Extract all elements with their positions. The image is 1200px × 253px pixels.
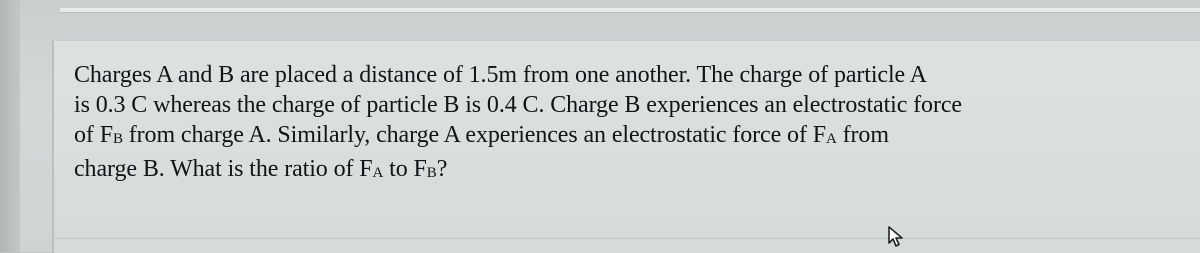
ratio-force-b-subscript: B: [426, 165, 437, 181]
question-line-4-part-b: to F: [383, 156, 427, 182]
question-text: [74, 60, 1124, 188]
question-line-3-part-a: of F: [74, 122, 113, 148]
force-b-subscript: B: [112, 131, 123, 147]
question-line-3-part-b: from charge A. Similarly, charge A experiences an electrostatic force of F: [122, 122, 826, 148]
question-line-3-part-c: from: [836, 122, 889, 148]
force-a-subscript: A: [826, 131, 837, 147]
question-line-2: is 0.3 C whereas the charge of particle B is 0.4 C. Charge B experiences an electrostatic force: [74, 92, 962, 118]
pointer-cursor-icon: [885, 224, 911, 250]
ratio-force-a-subscript: A: [372, 165, 384, 181]
question-line-4-part-a: charge B. What is the ratio of F: [74, 156, 373, 182]
question-line-1: Charges A and B are placed a distance of 1.5m from one another. The charge of particle A: [74, 62, 927, 88]
question-line-4-part-c: ?: [436, 156, 448, 182]
bottom-divider: [52, 238, 1200, 239]
left-frame-edge: [0, 0, 20, 252]
question-line-3: [74, 120, 1124, 154]
top-divider: [60, 8, 1200, 13]
question-line-4: [74, 154, 1124, 188]
